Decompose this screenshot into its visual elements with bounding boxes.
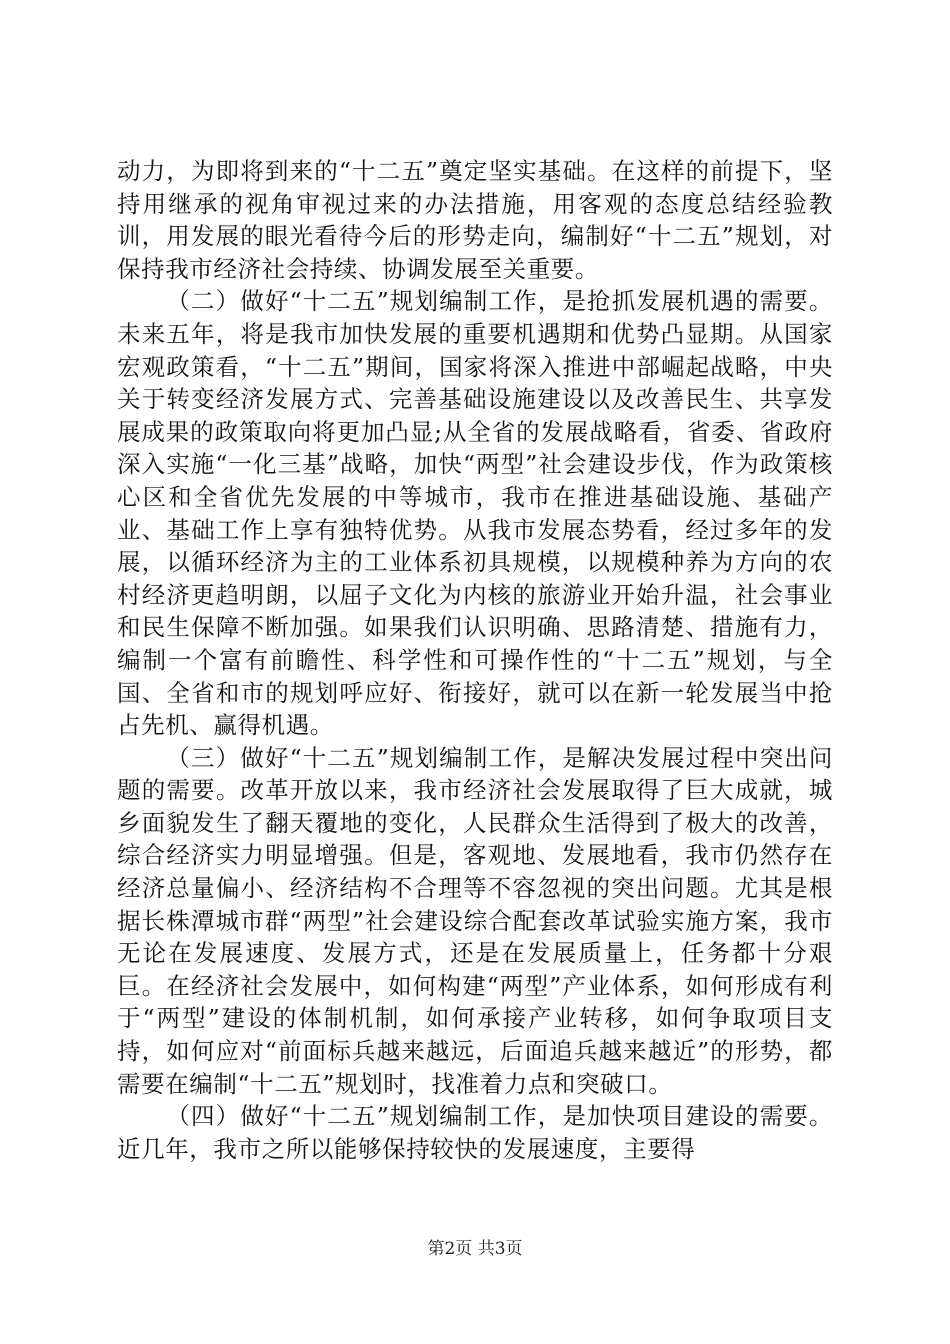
document-body [117,155,833,1165]
paragraph-section-2: （二）做好“十二五”规划编制工作，是抢抓发展机遇的需要。未来五年，将是我市加快发展的重要机遇期和优势凸显期。从国家宏观政策看，“十二五”期间，国家将深入推进中部崛起战略，中央关于转变经济发展方式、完善基础设施建设以及改善民生、共享发展成果的政策取向将更加凸显;从全省的发展战略看，省委、省政府深入实施“一化三基”战略，加快“两型”社会建设步伐，作为政策核心区和全省优先发展的中等城市，我市在推进基础设施、基础产业、基础工作上享有独特优势。从我市发展态势看，经过多年的发展，以循环经济为主的工业体系初具规模，以规模种养为方向的农村经济更趋明朗，以屈子文化为内核的旅游业开始升温，社会事业和民生保障不断加强。如果我们认识明确、思路清楚、措施有力，编制一个富有前瞻性、科学性和可操作性的“十二五”规划，与全国、全省和市的规划呼应好、衔接好，就可以在新一轮发展当中抢占先机、赢得机遇。 [117,287,833,740]
page-footer: 第2页 共3页 [427,1239,523,1259]
paragraph-section-4: （四）做好“十二五”规划编制工作，是加快项目建设的需要。近几年，我市之所以能够保持较快的发展速度，主要得 [117,1102,833,1163]
paragraph-section-3: （三）做好“十二五”规划编制工作，是解决发展过程中突出问题的需要。改革开放以来，我市经济社会发展取得了巨大成就，城乡面貌发生了翻天覆地的变化，人民群众生活得到了极大的改善，综合经济实力明显增强。但是，客观地、发展地看，我市仍然存在经济总量偏小、经济结构不合理等不容忽视的突出问题。尤其是根据长株潭城市群“两型”社会建设综合配套改革试验实施方案，我市无论在发展速度、发展方式，还是在发展质量上，任务都十分艰巨。在经济社会发展中，如何构建“两型”产业体系，如何形成有利于“两型”建设的体制机制，如何承接产业转移，如何争取项目支持，如何应对“前面标兵越来越远，后面追兵越来越近”的形势，都需要在编制“十二五”规划时，找准着力点和突破口。 [117,743,833,1098]
paragraph-continuation: 动力，为即将到来的“十二五”奠定坚实基础。在这样的前提下，坚持用继承的视角审视过来的办法措施，用客观的态度总结经验教训，用发展的眼光看待今后的形势走向，编制好“十二五”规划，对保持我市经济社会持续、协调发展至关重要。 [117,157,833,283]
